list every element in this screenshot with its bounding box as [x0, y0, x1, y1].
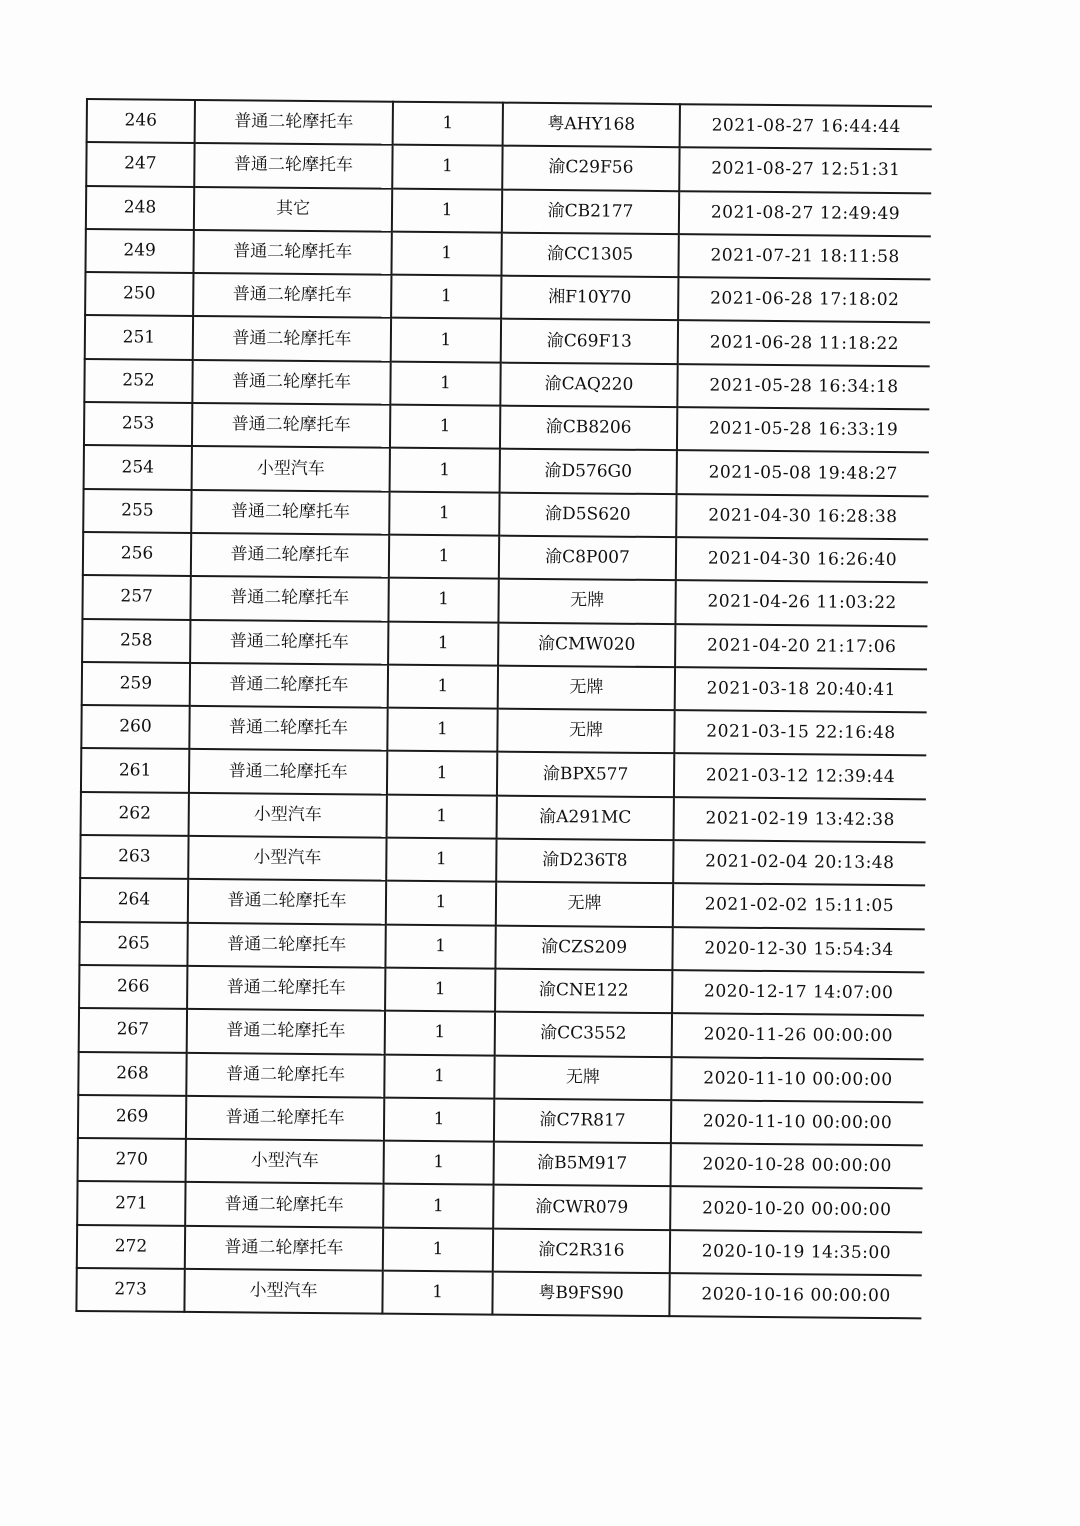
table-row: [82, 575, 927, 626]
timestamp-cell: 2021-06-28 11:18:22: [678, 321, 930, 366]
timestamp-cell: 2021-05-28 16:33:19: [677, 407, 929, 452]
timestamp-cell: 2020-10-20 00:00:00: [670, 1187, 922, 1232]
timestamp-cell: 2021-02-19 13:42:38: [674, 797, 926, 842]
quantity-cell: 1: [392, 145, 502, 189]
quantity-cell: 1: [385, 1011, 495, 1055]
vehicle-type-cell: 普通二轮摩托车: [190, 576, 388, 621]
row-number-cell: 262: [81, 792, 189, 836]
row-number-cell: 250: [85, 272, 193, 316]
vehicle-type-cell: 普通二轮摩托车: [185, 1226, 383, 1271]
row-number-cell: 254: [84, 445, 192, 489]
timestamp-cell: 2020-10-16 00:00:00: [669, 1273, 921, 1318]
row-number-cell: 249: [85, 229, 193, 273]
table-row: [80, 878, 925, 929]
quantity-cell: 1: [391, 232, 501, 276]
timestamp-cell: 2021-03-12 12:39:44: [674, 754, 926, 799]
timestamp-cell: 2021-05-28 16:34:18: [677, 364, 929, 409]
table-row: [78, 1138, 923, 1189]
plate-number-cell: 渝D5S620: [499, 492, 676, 537]
plate-number-cell: 无牌: [498, 665, 675, 710]
plate-number-cell: 渝CC3552: [495, 1012, 672, 1057]
table-row: [83, 532, 928, 583]
vehicle-type-cell: 普通二轮摩托车: [188, 879, 386, 924]
timestamp-cell: 2021-08-27 12:51:31: [679, 147, 931, 192]
timestamp-cell: 2021-06-28 17:18:02: [678, 277, 930, 322]
vehicle-type-cell: 普通二轮摩托车: [193, 273, 391, 318]
quantity-cell: 1: [392, 188, 502, 232]
quantity-cell: 1: [388, 578, 498, 622]
table-row: [78, 1095, 923, 1146]
table-row: [84, 359, 929, 410]
vehicle-type-cell: 普通二轮摩托车: [193, 230, 391, 275]
row-number-cell: 268: [78, 1052, 186, 1096]
plate-number-cell: 无牌: [494, 1055, 671, 1100]
plate-number-cell: 渝BPX577: [497, 752, 674, 797]
vehicle-type-cell: 普通二轮摩托车: [186, 1052, 384, 1097]
table-row: [77, 1181, 922, 1232]
vehicle-type-cell: 普通二轮摩托车: [190, 663, 388, 708]
row-number-cell: 255: [83, 489, 191, 533]
plate-number-cell: 渝CWR079: [493, 1185, 670, 1230]
quantity-cell: 1: [390, 448, 500, 492]
quantity-cell: 1: [388, 665, 498, 709]
quantity-cell: 1: [393, 102, 503, 146]
vehicle-type-cell: 普通二轮摩托车: [195, 100, 393, 145]
vehicle-type-cell: 小型汽车: [186, 1139, 384, 1184]
vehicle-type-cell: 其它: [194, 187, 392, 232]
table-row: [78, 1052, 923, 1103]
timestamp-cell: 2020-11-10 00:00:00: [671, 1057, 923, 1102]
plate-number-cell: 渝A291MC: [497, 795, 674, 840]
vehicle-type-cell: 普通二轮摩托车: [192, 403, 390, 448]
quantity-cell: 1: [386, 881, 496, 925]
table-row: [79, 965, 924, 1016]
plate-number-cell: 湘F10Y70: [501, 276, 678, 321]
timestamp-cell: 2021-02-02 15:11:05: [673, 883, 925, 928]
plate-number-cell: 渝CAQ220: [500, 362, 677, 407]
row-number-cell: 269: [78, 1095, 186, 1139]
row-number-cell: 260: [81, 705, 189, 749]
vehicle-type-cell: 小型汽车: [192, 446, 390, 491]
vehicle-type-cell: 普通二轮摩托车: [187, 923, 385, 968]
vehicle-type-cell: 普通二轮摩托车: [189, 749, 387, 794]
vehicle-type-cell: 普通二轮摩托车: [192, 360, 390, 405]
row-number-cell: 264: [80, 878, 188, 922]
quantity-cell: 1: [383, 1227, 493, 1271]
vehicle-type-cell: 小型汽车: [188, 836, 386, 881]
table-row: [81, 705, 926, 756]
table-row: [87, 99, 932, 150]
row-number-cell: 272: [77, 1225, 185, 1269]
plate-number-cell: 渝C8P007: [499, 536, 676, 581]
row-number-cell: 259: [82, 662, 190, 706]
timestamp-cell: 2020-11-26 00:00:00: [672, 1013, 924, 1058]
table-row: [76, 1268, 921, 1319]
timestamp-cell: 2020-10-19 14:35:00: [670, 1230, 922, 1275]
vehicle-type-cell: 普通二轮摩托车: [187, 966, 385, 1011]
timestamp-cell: 2021-07-21 18:11:58: [678, 234, 930, 279]
row-number-cell: 252: [84, 359, 192, 403]
plate-number-cell: 渝B5M917: [494, 1142, 671, 1187]
table-body: [76, 99, 932, 1319]
plate-number-cell: 粤B9FS90: [492, 1272, 669, 1317]
timestamp-cell: 2021-08-27 16:44:44: [680, 104, 932, 149]
timestamp-cell: 2021-04-26 11:03:22: [675, 580, 927, 625]
timestamp-cell: 2021-04-20 21:17:06: [675, 624, 927, 669]
row-number-cell: 261: [81, 748, 189, 792]
vehicle-type-cell: 普通二轮摩托车: [187, 1009, 385, 1054]
timestamp-cell: 2021-04-30 16:28:38: [676, 494, 928, 539]
table-row: [81, 748, 926, 799]
table-row: [85, 229, 930, 280]
plate-number-cell: 渝C7R817: [494, 1098, 671, 1143]
plate-number-cell: 无牌: [496, 882, 673, 927]
vehicle-record-sheet: [75, 98, 922, 1320]
table-row: [80, 835, 925, 886]
row-number-cell: 256: [83, 532, 191, 576]
plate-number-cell: 粤AHY168: [503, 103, 680, 148]
table-row: [86, 186, 931, 237]
quantity-cell: 1: [383, 1184, 493, 1228]
row-number-cell: 247: [86, 142, 194, 186]
plate-number-cell: 渝C2R316: [493, 1228, 670, 1273]
vehicle-type-cell: 普通二轮摩托车: [185, 1182, 383, 1227]
table-row: [79, 922, 924, 973]
plate-number-cell: 渝CMW020: [498, 622, 675, 667]
quantity-cell: 1: [384, 1097, 494, 1141]
table-row: [83, 489, 928, 540]
row-number-cell: 263: [80, 835, 188, 879]
table-row: [84, 402, 929, 453]
table-row: [81, 792, 926, 843]
timestamp-cell: 2020-12-17 14:07:00: [672, 970, 924, 1015]
row-number-cell: 265: [79, 922, 187, 966]
plate-number-cell: 渝C69F13: [501, 319, 678, 364]
table-row: [79, 1008, 924, 1059]
quantity-cell: 1: [387, 794, 497, 838]
table-row: [77, 1225, 922, 1276]
vehicle-type-cell: 普通二轮摩托车: [193, 316, 391, 361]
plate-number-cell: 无牌: [497, 709, 674, 754]
plate-number-cell: 渝C29F56: [502, 146, 679, 191]
plate-number-cell: 渝D236T8: [496, 839, 673, 884]
timestamp-cell: 2021-02-04 20:13:48: [673, 840, 925, 885]
quantity-cell: 1: [391, 318, 501, 362]
quantity-cell: 1: [391, 275, 501, 319]
plate-number-cell: 渝CNE122: [495, 969, 672, 1014]
quantity-cell: 1: [389, 491, 499, 535]
timestamp-cell: 2021-04-30 16:26:40: [676, 537, 928, 582]
quantity-cell: 1: [385, 924, 495, 968]
row-number-cell: 267: [79, 1008, 187, 1052]
timestamp-cell: 2021-03-15 22:16:48: [674, 710, 926, 755]
plate-number-cell: 渝CZS209: [495, 925, 672, 970]
timestamp-cell: 2020-11-10 00:00:00: [671, 1100, 923, 1145]
timestamp-cell: 2020-10-28 00:00:00: [671, 1143, 923, 1188]
quantity-cell: 1: [388, 621, 498, 665]
table-row: [86, 142, 931, 193]
vehicle-type-cell: 普通二轮摩托车: [190, 619, 388, 664]
table-row: [85, 315, 930, 366]
quantity-cell: 1: [390, 405, 500, 449]
quantity-cell: 1: [385, 968, 495, 1012]
row-number-cell: 258: [82, 619, 190, 663]
quantity-cell: 1: [384, 1141, 494, 1185]
row-number-cell: 251: [85, 315, 193, 359]
quantity-cell: 1: [387, 708, 497, 752]
row-number-cell: 271: [77, 1181, 185, 1225]
table-row: [82, 619, 927, 670]
timestamp-cell: 2020-12-30 15:54:34: [672, 927, 924, 972]
vehicle-type-cell: 小型汽车: [184, 1269, 382, 1314]
timestamp-cell: 2021-03-18 20:40:41: [675, 667, 927, 712]
vehicle-type-cell: 小型汽车: [189, 793, 387, 838]
quantity-cell: 1: [389, 535, 499, 579]
row-number-cell: 248: [86, 186, 194, 230]
table-row: [85, 272, 930, 323]
row-number-cell: 273: [76, 1268, 184, 1312]
vehicle-type-cell: 普通二轮摩托车: [194, 143, 392, 188]
quantity-cell: 1: [384, 1054, 494, 1098]
plate-number-cell: 无牌: [498, 579, 675, 624]
row-number-cell: 266: [79, 965, 187, 1009]
vehicle-record-table: [75, 98, 932, 1320]
table-row: [84, 445, 929, 496]
plate-number-cell: 渝D576G0: [500, 449, 677, 494]
vehicle-type-cell: 普通二轮摩托车: [191, 490, 389, 535]
vehicle-type-cell: 普通二轮摩托车: [191, 533, 389, 578]
timestamp-cell: 2021-08-27 12:49:49: [679, 191, 931, 236]
vehicle-type-cell: 普通二轮摩托车: [186, 1096, 384, 1141]
table-row: [82, 662, 927, 713]
row-number-cell: 253: [84, 402, 192, 446]
plate-number-cell: 渝CC1305: [501, 233, 678, 278]
quantity-cell: 1: [382, 1271, 492, 1315]
quantity-cell: 1: [386, 838, 496, 882]
quantity-cell: 1: [387, 751, 497, 795]
plate-number-cell: 渝CB2177: [502, 189, 679, 234]
plate-number-cell: 渝CB8206: [500, 406, 677, 451]
vehicle-type-cell: 普通二轮摩托车: [189, 706, 387, 751]
row-number-cell: 246: [87, 99, 195, 143]
row-number-cell: 257: [82, 575, 190, 619]
quantity-cell: 1: [390, 361, 500, 405]
row-number-cell: 270: [78, 1138, 186, 1182]
timestamp-cell: 2021-05-08 19:48:27: [677, 451, 929, 496]
